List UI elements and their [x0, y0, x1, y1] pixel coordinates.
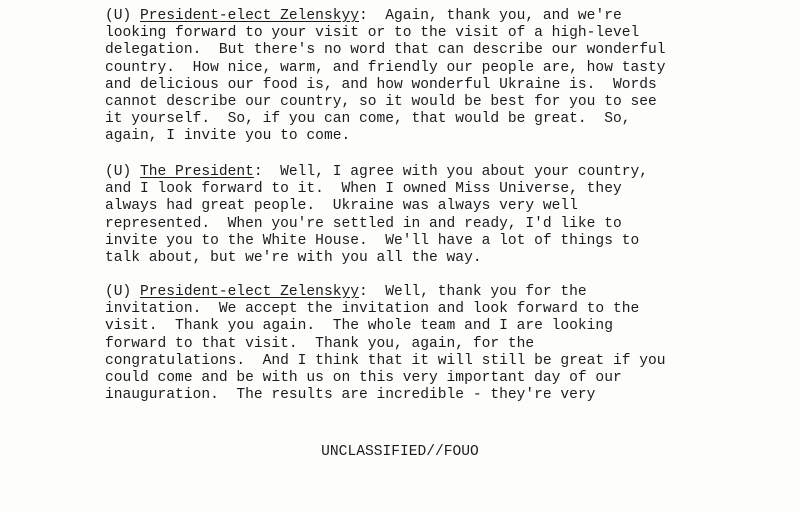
transcript-paragraph: [105, 164, 705, 267]
paragraph-line: it yourself. So, if you can come, that would be great. So,: [105, 111, 631, 128]
page-footer: [0, 444, 800, 461]
paragraph-first-line: [105, 164, 705, 181]
paragraph-line: always had great people. Ukraine was always very well: [105, 198, 578, 215]
paragraph-line: again, I invite you to come.: [105, 128, 351, 145]
classification-marking: (U): [105, 8, 141, 24]
classification-marking: (U): [105, 164, 141, 180]
speaker-name: President-elect Zelenskyy: [140, 8, 359, 24]
paragraph-line: invite you to the White House. We'll have a lot of things to: [105, 232, 640, 249]
paragraph-text: : Well, thank you for the: [358, 284, 587, 300]
paragraph-line: and delicious our food is, and how wonderful Ukraine is. Words: [105, 76, 657, 93]
paragraph-line: congratulations. And I think that it will still be great if you: [105, 352, 666, 369]
paragraph-line: represented. When you're settled in and ready, I'd like to: [105, 215, 622, 232]
paragraph-text: : Well, I agree with you about your country,: [253, 164, 648, 180]
paragraph-line: looking forward to your visit or to the visit of a high-level: [105, 25, 640, 42]
speaker-name: President-elect Zelenskyy: [140, 284, 359, 300]
transcript-paragraph: [105, 8, 705, 146]
classification-marking: (U): [105, 284, 141, 300]
paragraph-line: visit. Thank you again. The whole team and I are looking: [105, 318, 613, 335]
transcript-paragraph: [105, 284, 705, 404]
paragraph-line: talk about, but we're with you all the way.: [105, 249, 482, 266]
paragraph-line: country. How nice, warm, and friendly our people are, how tasty: [105, 59, 666, 76]
classification-footer: UNCLASSIFIED//FOUO: [321, 444, 479, 460]
paragraph-line: could come and be with us on this very important day of our: [105, 369, 622, 386]
paragraph-line: delegation. But there's no word that can describe our wonderful: [105, 42, 666, 59]
paragraph-line: cannot describe our country, so it would be best for you to see: [105, 93, 657, 110]
paragraph-line: inauguration. The results are incredible - they're very: [105, 387, 596, 404]
paragraph-line: and I look forward to it. When I owned Miss Universe, they: [105, 181, 622, 198]
paragraph-text: : Again, thank you, and we're: [358, 8, 622, 24]
paragraph-first-line: [105, 284, 705, 301]
speaker-name: The President: [140, 164, 254, 180]
paragraph-first-line: [105, 8, 705, 25]
paragraph-line: forward to that visit. Thank you, again, for the: [105, 335, 535, 352]
paragraph-line: invitation. We accept the invitation and look forward to the: [105, 301, 640, 318]
